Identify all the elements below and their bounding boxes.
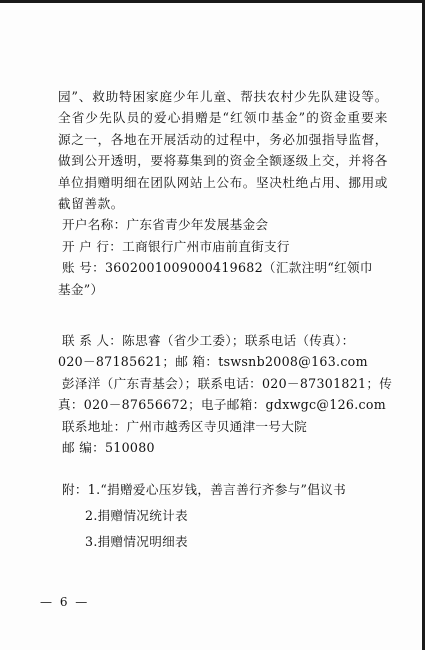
spacer — [58, 300, 388, 330]
contact-phone-email-line: 020－87185621；邮 箱：tswsnb2008@163.com — [58, 354, 368, 370]
contact-person2-line: 彭泽洋（广东青基会）；联系电话：020－87301821；传 — [62, 375, 393, 391]
page-number: — 6 — — [40, 595, 90, 609]
attachment-item-3: 3.捐赠情况明细表 — [85, 534, 188, 550]
account-number-line: 账 号：3602001009000419682（汇款注明“红领巾 — [62, 260, 373, 276]
spacer — [58, 459, 388, 479]
account-bank-line: 开 户 行：工商银行广州市庙前直街支行 — [62, 238, 290, 254]
attachment-item-1: 附：1.“捐赠爱心压岁钱，善言善行齐参与”倡议书 — [62, 481, 346, 497]
contact-fax-email-line: 真：020－87656672；电子邮箱：gdxwgc@126.com — [58, 397, 387, 413]
contact-person-line: 联 系 人：陈思睿（省少工委）；联系电话（传真）： — [62, 333, 355, 349]
page-border-top — [0, 0, 425, 3]
paragraph-fund-usage: 园”、救助特困家庭少年儿童、帮扶农村少先队建设等。全省少先队员的爱心捐赠是“红领巾基金”的资金重要来源之一，各地在开展活动的过程中，务必加强指导监督，做到公开透明，要将募集到的资金全额逐级上交，并将各单位捐赠明细在团队网站上公布。坚决杜绝占用、挪用或截留善款。 — [58, 89, 388, 212]
contact-postcode-line: 邮 编：510080 — [62, 440, 155, 456]
attachment-item-2: 2.捐赠情况统计表 — [85, 507, 188, 523]
account-number-note: 基金”） — [58, 281, 104, 297]
document-body — [58, 86, 393, 553]
account-name-line: 开户名称：广东省青少年发展基金会 — [62, 217, 269, 233]
contact-address-line: 联系地址：广州市越秀区寺贝通津一号大院 — [62, 418, 307, 434]
